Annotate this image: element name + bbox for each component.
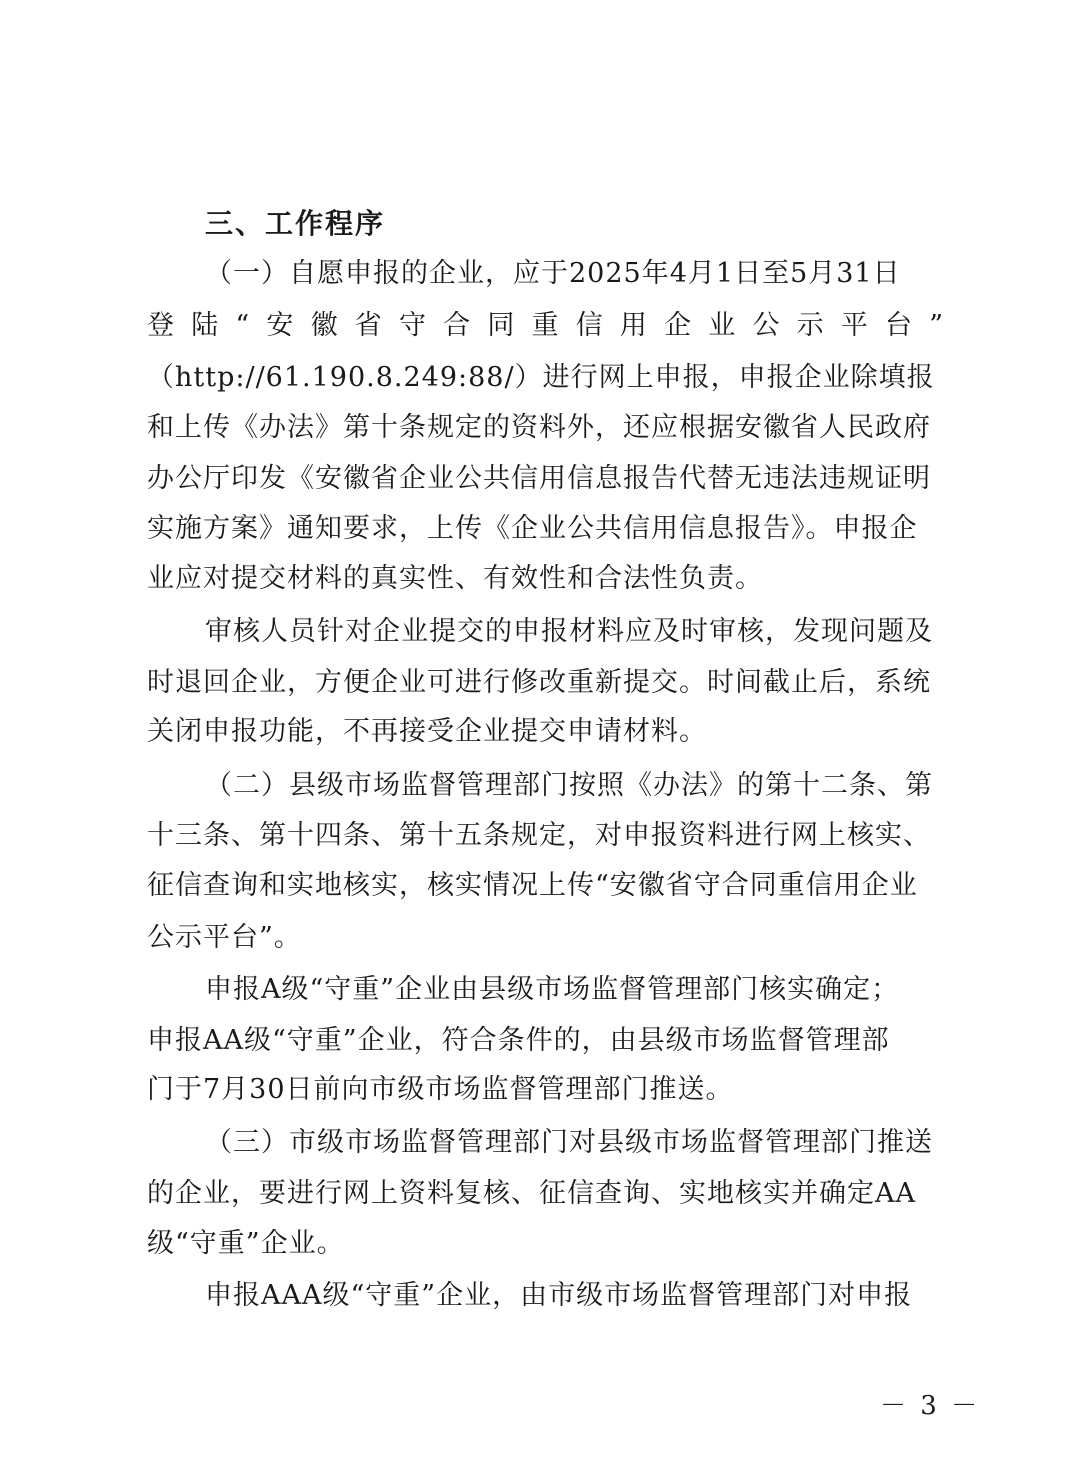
paragraph-line: 实施方案》通知要求，上传《企业公共信用信息报告》。申报企 xyxy=(147,513,918,544)
paragraph-line-spread xyxy=(147,302,943,350)
paragraph-line: 的企业，要进行网上资料复核、征信查询、实地核实并确定AA xyxy=(147,1178,916,1209)
paragraph-line: （三）市级市场监督管理部门对县级市场监督管理部门推送 xyxy=(205,1127,933,1158)
paragraph-line: 关闭申报功能，不再接受企业提交申请材料。 xyxy=(147,716,707,747)
spread-char: 平 xyxy=(840,310,868,341)
spread-char: 信 xyxy=(575,310,603,341)
spread-char: 登 xyxy=(147,310,174,341)
paragraph-line: 申报AA级“守重”企业，符合条件的，由县级市场监督管理部 xyxy=(147,1025,890,1056)
paragraph-line: 征信查询和实地核实，核实情况上传“安徽省守合同重信用企业 xyxy=(147,870,918,901)
page-number: － 3 － xyxy=(880,1391,981,1421)
paragraph-line: （http://61.190.8.249:88/）进行网上申报，申报企业除填报 xyxy=(147,362,935,393)
paragraph-line: 级“守重”企业。 xyxy=(147,1228,345,1259)
paragraph-line: （一）自愿申报的企业，应于2025年4月1日至5月31日 xyxy=(205,258,901,289)
spread-char: 企 xyxy=(664,310,692,341)
paragraph-line: 门于7月30日前向市级市场监督管理部门推送。 xyxy=(147,1074,734,1105)
paragraph-line: 业应对提交材料的真实性、有效性和合法性负责。 xyxy=(147,563,763,594)
spread-char: “ xyxy=(235,310,250,341)
spread-char: ” xyxy=(929,310,943,341)
spread-char: 台 xyxy=(885,310,912,341)
spread-char: 公 xyxy=(752,310,780,341)
spread-char: 合 xyxy=(443,310,471,341)
paragraph-line: （二）县级市场监督管理部门按照《办法》的第十二条、第 xyxy=(205,770,933,801)
paragraph-line: 时退回企业，方便企业可进行修改重新提交。时间截止后，系统 xyxy=(147,667,931,698)
section-heading: 三、工作程序 xyxy=(205,207,386,240)
paragraph-line: 申报AAA级“守重”企业，由市级市场监督管理部门对申报 xyxy=(205,1280,913,1311)
spread-char: 业 xyxy=(708,310,736,341)
spread-char: 省 xyxy=(354,310,382,341)
spread-char: 用 xyxy=(619,310,647,341)
spread-char: 同 xyxy=(487,310,515,341)
paragraph-line: 办公厅印发《安徽省企业公共信用信息报告代替无违法违规证明 xyxy=(147,463,931,494)
spread-char: 守 xyxy=(398,310,426,341)
spread-char: 示 xyxy=(796,310,824,341)
paragraph-line: 和上传《办法》第十条规定的资料外，还应根据安徽省人民政府 xyxy=(147,412,931,443)
paragraph-line: 十三条、第十四条、第十五条规定，对申报资料进行网上核实、 xyxy=(147,820,931,851)
spread-char: 重 xyxy=(531,310,559,341)
spread-char: 陆 xyxy=(191,310,219,341)
spread-char: 安 xyxy=(266,310,294,341)
paragraph-line: 公示平台”。 xyxy=(147,922,302,953)
paragraph-line: 审核人员针对企业提交的申报材料应及时审核，发现问题及 xyxy=(205,616,933,647)
paragraph-line: 申报A级“守重”企业由县级市场监督管理部门核实确定； xyxy=(205,974,900,1005)
spread-char: 徽 xyxy=(310,310,338,341)
